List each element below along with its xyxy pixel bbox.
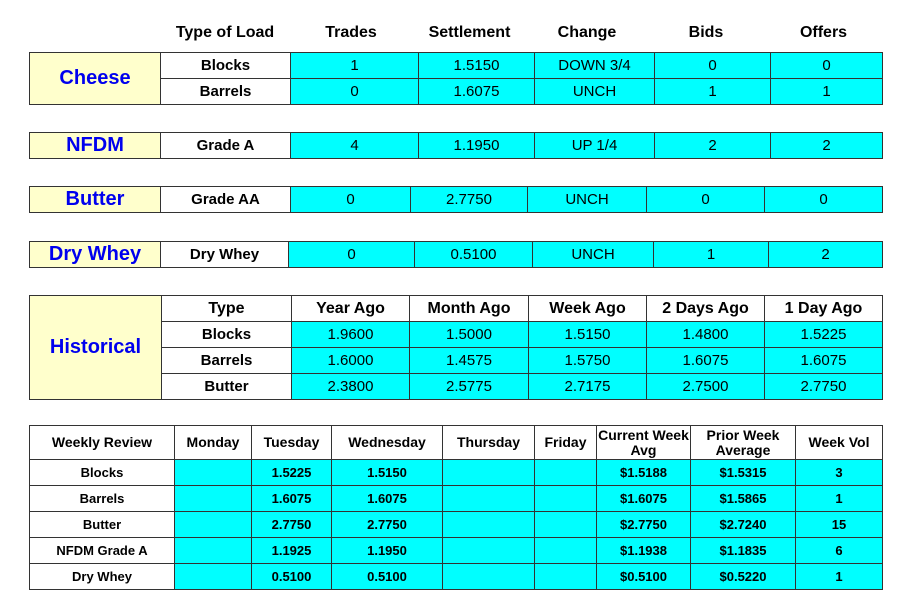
- butter-table: [29, 186, 883, 213]
- historical-cell: 2.7500: [647, 374, 765, 400]
- bids-cell: 0: [655, 53, 771, 79]
- weekly-cell: $0.5220: [691, 564, 796, 590]
- weekly-cell: [535, 512, 597, 538]
- weekly-row-label: Dry Whey: [30, 564, 175, 590]
- weekly-cell: [175, 460, 252, 486]
- weekly-header: Thursday: [443, 426, 535, 460]
- historical-cell: 1.5750: [529, 348, 647, 374]
- settlement-cell: 1.5150: [419, 53, 535, 79]
- change-cell: UP 1/4: [535, 133, 655, 159]
- category-dry-whey: Dry Whey: [30, 242, 161, 268]
- weekly-cell: $0.5100: [597, 564, 691, 590]
- weekly-cell: [175, 486, 252, 512]
- historical-row-label: Butter: [162, 374, 292, 400]
- weekly-cell: $1.5188: [597, 460, 691, 486]
- weekly-row-label: NFDM Grade A: [30, 538, 175, 564]
- weekly-cell: 0.5100: [252, 564, 332, 590]
- historical-header: Month Ago: [410, 296, 529, 322]
- category-cheese: Cheese: [30, 53, 161, 105]
- offers-cell: 1: [771, 79, 883, 105]
- bids-cell: 1: [654, 242, 769, 268]
- historical-header: Week Ago: [529, 296, 647, 322]
- weekly-cell: [175, 564, 252, 590]
- settlement-cell: 2.7750: [411, 187, 528, 213]
- category-butter: Butter: [30, 187, 161, 213]
- load-type: Grade AA: [161, 187, 291, 213]
- weekly-cell: 1.6075: [252, 486, 332, 512]
- settlement-cell: 1.1950: [419, 133, 535, 159]
- weekly-header: Friday: [535, 426, 597, 460]
- weekly-cell: [443, 460, 535, 486]
- weekly-cell: [535, 564, 597, 590]
- trades-cell: 0: [291, 187, 411, 213]
- weekly-cell: 2.7750: [252, 512, 332, 538]
- historical-cell: 1.5000: [410, 322, 529, 348]
- trades-cell: 1: [291, 53, 419, 79]
- load-type: Grade A: [161, 133, 291, 159]
- bids-cell: 1: [655, 79, 771, 105]
- weekly-row-label: Barrels: [30, 486, 175, 512]
- weekly-cell: 6: [796, 538, 883, 564]
- header-change: Change: [557, 24, 617, 41]
- offers-cell: 0: [765, 187, 883, 213]
- header-trades: Trades: [325, 24, 377, 41]
- historical-cell: 1.9600: [292, 322, 410, 348]
- offers-cell: 2: [771, 133, 883, 159]
- offers-cell: 0: [771, 53, 883, 79]
- weekly-review-table: [29, 425, 883, 590]
- weekly-header: Week Vol: [796, 426, 883, 460]
- historical-cell: 1.5225: [765, 322, 883, 348]
- trades-cell: 0: [291, 79, 419, 105]
- weekly-header: Current Week Avg: [598, 426, 689, 458]
- historical-cell: 1.4800: [647, 322, 765, 348]
- historical-cell: 1.6075: [647, 348, 765, 374]
- weekly-cell: 1.1950: [332, 538, 443, 564]
- historical-cell: 2.3800: [292, 374, 410, 400]
- weekly-cell: 1.5225: [252, 460, 332, 486]
- drywhey-table: [29, 241, 883, 268]
- weekly-header: Wednesday: [332, 426, 443, 460]
- weekly-cell: $1.6075: [597, 486, 691, 512]
- trades-cell: 4: [291, 133, 419, 159]
- weekly-cell: $2.7750: [597, 512, 691, 538]
- weekly-cell: 1: [796, 564, 883, 590]
- category-historical: Historical: [30, 296, 162, 400]
- load-type: Barrels: [161, 79, 291, 105]
- weekly-cell: [175, 512, 252, 538]
- weekly-cell: $1.1835: [691, 538, 796, 564]
- weekly-cell: [535, 538, 597, 564]
- settlement-cell: 1.6075: [419, 79, 535, 105]
- weekly-cell: $1.5865: [691, 486, 796, 512]
- historical-row-label: Barrels: [162, 348, 292, 374]
- weekly-row-label: Butter: [30, 512, 175, 538]
- change-cell: UNCH: [533, 242, 654, 268]
- weekly-cell: $1.5315: [691, 460, 796, 486]
- weekly-header: Monday: [175, 426, 252, 460]
- load-type: Blocks: [161, 53, 291, 79]
- weekly-cell: 1: [796, 486, 883, 512]
- offers-cell: 2: [769, 242, 883, 268]
- weekly-cell: $1.1938: [597, 538, 691, 564]
- change-cell: UNCH: [535, 79, 655, 105]
- historical-cell: 1.5150: [529, 322, 647, 348]
- weekly-cell: 1.6075: [332, 486, 443, 512]
- historical-cell: 2.7750: [765, 374, 883, 400]
- weekly-cell: 1.5150: [332, 460, 443, 486]
- historical-header: 1 Day Ago: [765, 296, 883, 322]
- historical-row-label: Blocks: [162, 322, 292, 348]
- change-cell: UNCH: [528, 187, 647, 213]
- historical-header: Type: [162, 296, 292, 322]
- historical-cell: 1.6000: [292, 348, 410, 374]
- weekly-header: Weekly Review: [30, 426, 175, 460]
- settlement-cell: 0.5100: [415, 242, 533, 268]
- weekly-header: Prior Week Average: [691, 426, 796, 460]
- historical-cell: 1.4575: [410, 348, 529, 374]
- header-offers: Offers: [799, 24, 848, 41]
- header-settlement: Settlement: [428, 24, 511, 41]
- historical-cell: 2.5775: [410, 374, 529, 400]
- nfdm-table: [29, 132, 883, 159]
- weekly-cell: 2.7750: [332, 512, 443, 538]
- weekly-cell: 15: [796, 512, 883, 538]
- weekly-cell: [175, 538, 252, 564]
- cheese-table: [29, 52, 883, 105]
- weekly-cell: [535, 460, 597, 486]
- historical-cell: 1.6075: [765, 348, 883, 374]
- historical-header: 2 Days Ago: [647, 296, 765, 322]
- weekly-cell: 3: [796, 460, 883, 486]
- weekly-cell: 0.5100: [332, 564, 443, 590]
- header-bids: Bids: [688, 24, 724, 41]
- weekly-row-label: Blocks: [30, 460, 175, 486]
- load-type: Dry Whey: [161, 242, 289, 268]
- weekly-cell: [443, 486, 535, 512]
- weekly-cell: [443, 538, 535, 564]
- historical-cell: 2.7175: [529, 374, 647, 400]
- change-cell: DOWN 3/4: [535, 53, 655, 79]
- bids-cell: 0: [647, 187, 765, 213]
- weekly-cell: $2.7240: [691, 512, 796, 538]
- category-nfdm: NFDM: [30, 133, 161, 159]
- historical-header: Year Ago: [292, 296, 410, 322]
- weekly-cell: [443, 512, 535, 538]
- bids-cell: 2: [655, 133, 771, 159]
- weekly-cell: [443, 564, 535, 590]
- trades-cell: 0: [289, 242, 415, 268]
- weekly-header: Tuesday: [252, 426, 332, 460]
- weekly-cell: [535, 486, 597, 512]
- weekly-cell: 1.1925: [252, 538, 332, 564]
- header-type-of-load: Type of Load: [175, 24, 275, 41]
- historical-table: [29, 295, 883, 400]
